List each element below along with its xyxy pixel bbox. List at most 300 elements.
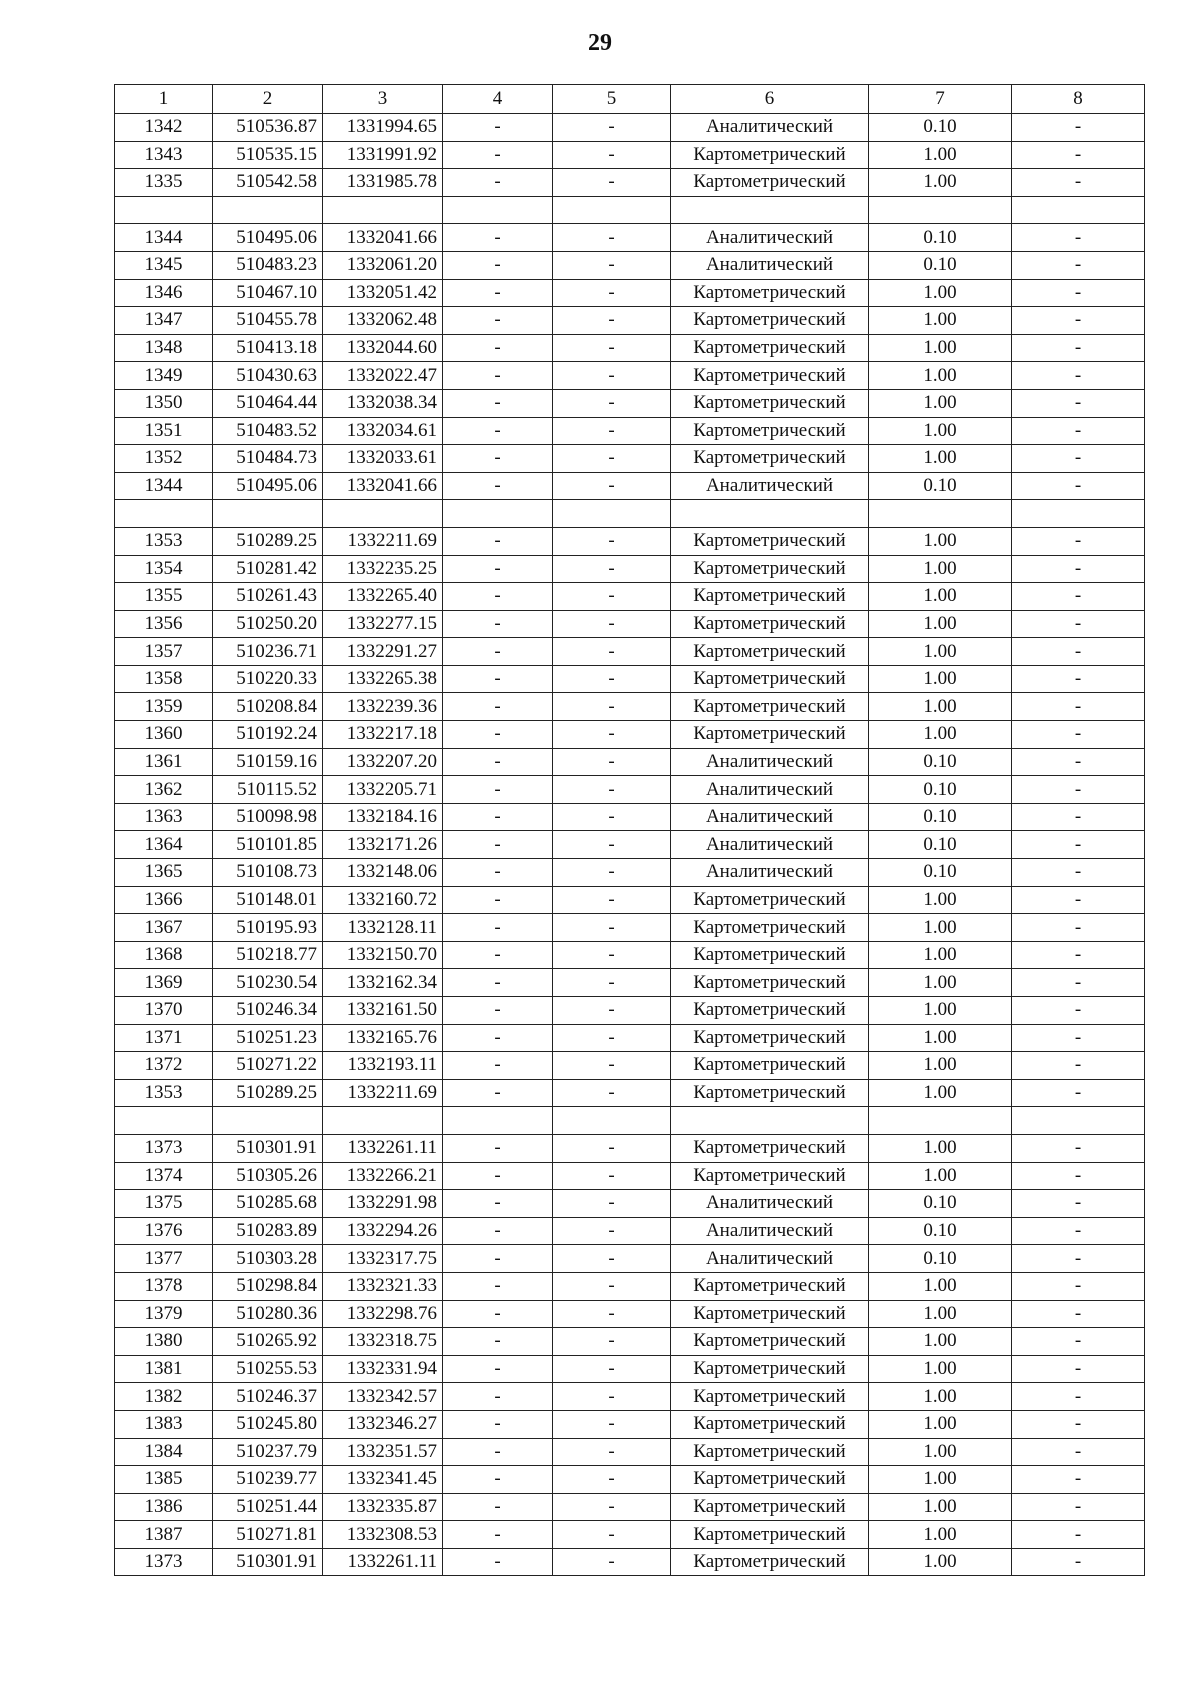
y-coordinate-cell: 1332291.98: [323, 1190, 443, 1218]
column-8-cell: -: [1012, 307, 1145, 335]
accuracy-cell: 1.00: [869, 1548, 1012, 1576]
y-coordinate-cell: 1332335.87: [323, 1493, 443, 1521]
y-coordinate-cell: 1332171.26: [323, 831, 443, 859]
column-8-cell: -: [1012, 1410, 1145, 1438]
x-coordinate-cell: 510455.78: [213, 307, 323, 335]
column-5-cell: [553, 196, 671, 224]
accuracy-cell: 1.00: [869, 1466, 1012, 1494]
x-coordinate-cell: 510101.85: [213, 831, 323, 859]
x-coordinate-cell: 510303.28: [213, 1245, 323, 1273]
accuracy-cell: 1.00: [869, 721, 1012, 749]
accuracy-cell: 1.00: [869, 1052, 1012, 1080]
column-8-cell: -: [1012, 1548, 1145, 1576]
x-coordinate-cell: 510464.44: [213, 389, 323, 417]
table-row: [115, 224, 1145, 252]
y-coordinate-cell: 1332294.26: [323, 1217, 443, 1245]
point-number-cell: 1354: [115, 555, 213, 583]
column-4-cell: -: [443, 638, 553, 666]
accuracy-cell: 1.00: [869, 941, 1012, 969]
column-8-cell: -: [1012, 831, 1145, 859]
method-cell: Картометрический: [671, 445, 869, 473]
column-8-cell: -: [1012, 1300, 1145, 1328]
point-number-cell: 1351: [115, 417, 213, 445]
column-5-cell: -: [553, 1466, 671, 1494]
accuracy-cell: 0.10: [869, 1245, 1012, 1273]
table-row: [115, 1466, 1145, 1494]
method-cell: Картометрический: [671, 1052, 869, 1080]
method-cell: Картометрический: [671, 334, 869, 362]
column-8-cell: -: [1012, 251, 1145, 279]
column-8-cell: -: [1012, 417, 1145, 445]
point-number-cell: 1355: [115, 583, 213, 611]
x-coordinate-cell: 510289.25: [213, 527, 323, 555]
column-5-cell: -: [553, 1217, 671, 1245]
method-cell: Картометрический: [671, 1134, 869, 1162]
accuracy-cell: 1.00: [869, 445, 1012, 473]
y-coordinate-cell: 1332211.69: [323, 1079, 443, 1107]
y-coordinate-cell: 1332148.06: [323, 859, 443, 887]
column-4-cell: -: [443, 555, 553, 583]
accuracy-cell: 1.00: [869, 362, 1012, 390]
column-8-cell: -: [1012, 555, 1145, 583]
y-coordinate-cell: 1332022.47: [323, 362, 443, 390]
method-cell: Картометрический: [671, 583, 869, 611]
method-cell: Аналитический: [671, 1190, 869, 1218]
table-row: [115, 445, 1145, 473]
column-5-cell: -: [553, 638, 671, 666]
table-row: [115, 803, 1145, 831]
column-5-cell: -: [553, 1521, 671, 1549]
table-row: [115, 969, 1145, 997]
accuracy-cell: 1.00: [869, 1493, 1012, 1521]
accuracy-cell: 1.00: [869, 1355, 1012, 1383]
point-number-cell: 1342: [115, 114, 213, 142]
table-row: [115, 776, 1145, 804]
point-number-cell: 1367: [115, 914, 213, 942]
column-4-cell: -: [443, 1521, 553, 1549]
y-coordinate-cell: 1332061.20: [323, 251, 443, 279]
method-cell: Картометрический: [671, 665, 869, 693]
point-number-cell: 1371: [115, 1024, 213, 1052]
column-4-cell: -: [443, 1466, 553, 1494]
point-number-cell: 1343: [115, 141, 213, 169]
column-8-cell: [1012, 196, 1145, 224]
point-number-cell: 1385: [115, 1466, 213, 1494]
y-coordinate-cell: 1332041.66: [323, 224, 443, 252]
method-cell: Картометрический: [671, 1548, 869, 1576]
point-number-cell: 1382: [115, 1383, 213, 1411]
accuracy-cell: 1.00: [869, 1024, 1012, 1052]
column-4-cell: -: [443, 1355, 553, 1383]
table-row: [115, 417, 1145, 445]
column-4-cell: -: [443, 1548, 553, 1576]
x-coordinate-cell: 510483.23: [213, 251, 323, 279]
accuracy-cell: 1.00: [869, 141, 1012, 169]
column-4-cell: -: [443, 1052, 553, 1080]
x-coordinate-cell: 510237.79: [213, 1438, 323, 1466]
method-cell: Картометрический: [671, 555, 869, 583]
table-row: [115, 886, 1145, 914]
point-number-cell: 1362: [115, 776, 213, 804]
table-row: [115, 1190, 1145, 1218]
column-5-cell: -: [553, 527, 671, 555]
x-coordinate-cell: 510261.43: [213, 583, 323, 611]
column-8-cell: -: [1012, 803, 1145, 831]
y-coordinate-cell: [323, 500, 443, 528]
table-row: [115, 500, 1145, 528]
y-coordinate-cell: 1332266.21: [323, 1162, 443, 1190]
coordinates-table: [114, 84, 1145, 1576]
accuracy-cell: 0.10: [869, 472, 1012, 500]
table-row: [115, 1024, 1145, 1052]
x-coordinate-cell: 510430.63: [213, 362, 323, 390]
column-5-cell: -: [553, 307, 671, 335]
column-5-cell: -: [553, 748, 671, 776]
table-row: [115, 555, 1145, 583]
column-4-cell: -: [443, 693, 553, 721]
x-coordinate-cell: 510265.92: [213, 1328, 323, 1356]
method-cell: Картометрический: [671, 914, 869, 942]
table-row: [115, 1548, 1145, 1576]
table-row: [115, 389, 1145, 417]
column-5-cell: -: [553, 1162, 671, 1190]
y-coordinate-cell: 1332291.27: [323, 638, 443, 666]
table-row: [115, 251, 1145, 279]
column-5-cell: -: [553, 803, 671, 831]
method-cell: Картометрический: [671, 169, 869, 197]
column-4-cell: -: [443, 997, 553, 1025]
column-8-cell: -: [1012, 638, 1145, 666]
y-coordinate-cell: 1332038.34: [323, 389, 443, 417]
accuracy-cell: 1.00: [869, 1272, 1012, 1300]
column-5-cell: -: [553, 914, 671, 942]
method-cell: Картометрический: [671, 1300, 869, 1328]
accuracy-cell: 1.00: [869, 1410, 1012, 1438]
method-cell: Картометрический: [671, 307, 869, 335]
column-8-cell: -: [1012, 693, 1145, 721]
accuracy-cell: [869, 1107, 1012, 1135]
table-row: [115, 1245, 1145, 1273]
column-4-cell: -: [443, 914, 553, 942]
column-4-cell: -: [443, 776, 553, 804]
point-number-cell: 1368: [115, 941, 213, 969]
accuracy-cell: 1.00: [869, 169, 1012, 197]
column-5-cell: -: [553, 1410, 671, 1438]
column-5-cell: -: [553, 665, 671, 693]
column-5-cell: -: [553, 941, 671, 969]
x-coordinate-cell: 510255.53: [213, 1355, 323, 1383]
y-coordinate-cell: [323, 1107, 443, 1135]
accuracy-cell: 1.00: [869, 389, 1012, 417]
y-coordinate-cell: 1332041.66: [323, 472, 443, 500]
table-row: [115, 1383, 1145, 1411]
point-number-cell: 1375: [115, 1190, 213, 1218]
x-coordinate-cell: 510495.06: [213, 472, 323, 500]
y-coordinate-cell: 1332308.53: [323, 1521, 443, 1549]
accuracy-cell: 0.10: [869, 1190, 1012, 1218]
x-coordinate-cell: 510301.91: [213, 1548, 323, 1576]
column-8-cell: -: [1012, 1466, 1145, 1494]
accuracy-cell: 0.10: [869, 748, 1012, 776]
accuracy-cell: 1.00: [869, 1134, 1012, 1162]
table-row: [115, 831, 1145, 859]
table-row: [115, 638, 1145, 666]
column-4-cell: -: [443, 141, 553, 169]
point-number-cell: 1372: [115, 1052, 213, 1080]
method-cell: Картометрический: [671, 610, 869, 638]
column-8-cell: -: [1012, 1024, 1145, 1052]
accuracy-cell: 1.00: [869, 583, 1012, 611]
accuracy-cell: 0.10: [869, 224, 1012, 252]
method-cell: Аналитический: [671, 224, 869, 252]
accuracy-cell: 0.10: [869, 803, 1012, 831]
point-number-cell: 1359: [115, 693, 213, 721]
x-coordinate-cell: 510239.77: [213, 1466, 323, 1494]
column-8-cell: -: [1012, 886, 1145, 914]
table-row: [115, 307, 1145, 335]
y-coordinate-cell: 1332161.50: [323, 997, 443, 1025]
column-5-cell: -: [553, 279, 671, 307]
column-8-cell: -: [1012, 389, 1145, 417]
x-coordinate-cell: 510301.91: [213, 1134, 323, 1162]
x-coordinate-cell: [213, 196, 323, 224]
y-coordinate-cell: 1332318.75: [323, 1328, 443, 1356]
column-4-cell: -: [443, 1245, 553, 1273]
column-4-cell: -: [443, 114, 553, 142]
y-coordinate-cell: 1332298.76: [323, 1300, 443, 1328]
x-coordinate-cell: 510305.26: [213, 1162, 323, 1190]
y-coordinate-cell: 1331985.78: [323, 169, 443, 197]
x-coordinate-cell: 510285.68: [213, 1190, 323, 1218]
table-row: [115, 141, 1145, 169]
accuracy-cell: 1.00: [869, 1521, 1012, 1549]
column-4-cell: -: [443, 1410, 553, 1438]
column-4-cell: -: [443, 748, 553, 776]
column-8-cell: [1012, 500, 1145, 528]
x-coordinate-cell: 510484.73: [213, 445, 323, 473]
y-coordinate-cell: 1332033.61: [323, 445, 443, 473]
column-4-cell: -: [443, 886, 553, 914]
method-cell: Картометрический: [671, 417, 869, 445]
x-coordinate-cell: 510115.52: [213, 776, 323, 804]
column-4-cell: [443, 500, 553, 528]
y-coordinate-cell: 1332211.69: [323, 527, 443, 555]
column-header: 6: [671, 85, 869, 114]
column-5-cell: -: [553, 886, 671, 914]
column-8-cell: -: [1012, 610, 1145, 638]
x-coordinate-cell: 510098.98: [213, 803, 323, 831]
column-5-cell: -: [553, 334, 671, 362]
table-row: [115, 1355, 1145, 1383]
table-row: [115, 1410, 1145, 1438]
column-5-cell: [553, 500, 671, 528]
table-row: [115, 334, 1145, 362]
accuracy-cell: 1.00: [869, 969, 1012, 997]
y-coordinate-cell: 1332128.11: [323, 914, 443, 942]
column-5-cell: -: [553, 859, 671, 887]
table-row: [115, 941, 1145, 969]
column-4-cell: -: [443, 1079, 553, 1107]
point-number-cell: 1386: [115, 1493, 213, 1521]
point-number-cell: 1365: [115, 859, 213, 887]
table-row: [115, 721, 1145, 749]
x-coordinate-cell: 510246.37: [213, 1383, 323, 1411]
x-coordinate-cell: 510298.84: [213, 1272, 323, 1300]
y-coordinate-cell: 1332034.61: [323, 417, 443, 445]
column-4-cell: -: [443, 1024, 553, 1052]
accuracy-cell: 1.00: [869, 693, 1012, 721]
column-header: 4: [443, 85, 553, 114]
table-row: [115, 583, 1145, 611]
method-cell: Картометрический: [671, 1328, 869, 1356]
column-8-cell: -: [1012, 1079, 1145, 1107]
column-8-cell: -: [1012, 224, 1145, 252]
table-row: [115, 472, 1145, 500]
point-number-cell: 1363: [115, 803, 213, 831]
x-coordinate-cell: 510245.80: [213, 1410, 323, 1438]
y-coordinate-cell: 1332051.42: [323, 279, 443, 307]
point-number-cell: 1373: [115, 1548, 213, 1576]
column-5-cell: -: [553, 831, 671, 859]
column-8-cell: -: [1012, 665, 1145, 693]
x-coordinate-cell: 510542.58: [213, 169, 323, 197]
y-coordinate-cell: 1332165.76: [323, 1024, 443, 1052]
table-row: [115, 859, 1145, 887]
column-header: 3: [323, 85, 443, 114]
point-number-cell: 1350: [115, 389, 213, 417]
method-cell: Картометрический: [671, 721, 869, 749]
column-5-cell: -: [553, 583, 671, 611]
accuracy-cell: 1.00: [869, 1438, 1012, 1466]
point-number-cell: [115, 196, 213, 224]
accuracy-cell: 1.00: [869, 886, 1012, 914]
table-row: [115, 1521, 1145, 1549]
y-coordinate-cell: 1332235.25: [323, 555, 443, 583]
column-8-cell: -: [1012, 1245, 1145, 1273]
accuracy-cell: 1.00: [869, 914, 1012, 942]
y-coordinate-cell: 1331991.92: [323, 141, 443, 169]
point-number-cell: 1349: [115, 362, 213, 390]
x-coordinate-cell: 510218.77: [213, 941, 323, 969]
x-coordinate-cell: 510251.44: [213, 1493, 323, 1521]
method-cell: Аналитический: [671, 114, 869, 142]
column-4-cell: -: [443, 831, 553, 859]
method-cell: Картометрический: [671, 1162, 869, 1190]
table-row: [115, 748, 1145, 776]
column-4-cell: -: [443, 721, 553, 749]
y-coordinate-cell: [323, 196, 443, 224]
point-number-cell: 1383: [115, 1410, 213, 1438]
table-row: [115, 1493, 1145, 1521]
accuracy-cell: 1.00: [869, 610, 1012, 638]
point-number-cell: 1360: [115, 721, 213, 749]
column-5-cell: -: [553, 1024, 671, 1052]
method-cell: Картометрический: [671, 1438, 869, 1466]
y-coordinate-cell: 1332261.11: [323, 1134, 443, 1162]
table-row: [115, 914, 1145, 942]
method-cell: [671, 500, 869, 528]
column-8-cell: -: [1012, 1493, 1145, 1521]
method-cell: Картометрический: [671, 141, 869, 169]
column-5-cell: -: [553, 251, 671, 279]
y-coordinate-cell: 1332331.94: [323, 1355, 443, 1383]
method-cell: Картометрический: [671, 1493, 869, 1521]
x-coordinate-cell: 510280.36: [213, 1300, 323, 1328]
y-coordinate-cell: 1332265.40: [323, 583, 443, 611]
accuracy-cell: 1.00: [869, 638, 1012, 666]
accuracy-cell: 1.00: [869, 1328, 1012, 1356]
accuracy-cell: 1.00: [869, 307, 1012, 335]
point-number-cell: 1353: [115, 1079, 213, 1107]
column-5-cell: -: [553, 1134, 671, 1162]
method-cell: Аналитический: [671, 1217, 869, 1245]
column-4-cell: -: [443, 1217, 553, 1245]
column-8-cell: -: [1012, 859, 1145, 887]
accuracy-cell: 1.00: [869, 555, 1012, 583]
x-coordinate-cell: 510251.23: [213, 1024, 323, 1052]
accuracy-cell: 1.00: [869, 665, 1012, 693]
x-coordinate-cell: 510283.89: [213, 1217, 323, 1245]
x-coordinate-cell: 510220.33: [213, 665, 323, 693]
point-number-cell: 1373: [115, 1134, 213, 1162]
column-4-cell: -: [443, 1438, 553, 1466]
x-coordinate-cell: [213, 1107, 323, 1135]
column-8-cell: -: [1012, 334, 1145, 362]
y-coordinate-cell: 1332162.34: [323, 969, 443, 997]
column-4-cell: -: [443, 941, 553, 969]
y-coordinate-cell: 1332044.60: [323, 334, 443, 362]
column-5-cell: -: [553, 114, 671, 142]
method-cell: Картометрический: [671, 1383, 869, 1411]
x-coordinate-cell: 510535.15: [213, 141, 323, 169]
y-coordinate-cell: 1332342.57: [323, 1383, 443, 1411]
column-4-cell: -: [443, 251, 553, 279]
y-coordinate-cell: 1332261.11: [323, 1548, 443, 1576]
column-4-cell: -: [443, 307, 553, 335]
point-number-cell: 1376: [115, 1217, 213, 1245]
column-8-cell: -: [1012, 1052, 1145, 1080]
column-5-cell: -: [553, 1190, 671, 1218]
y-coordinate-cell: 1332217.18: [323, 721, 443, 749]
column-4-cell: -: [443, 1300, 553, 1328]
column-5-cell: -: [553, 1245, 671, 1273]
method-cell: Картометрический: [671, 389, 869, 417]
x-coordinate-cell: 510536.87: [213, 114, 323, 142]
column-5-cell: -: [553, 224, 671, 252]
column-header: 8: [1012, 85, 1145, 114]
accuracy-cell: 1.00: [869, 279, 1012, 307]
method-cell: [671, 1107, 869, 1135]
column-5-cell: -: [553, 472, 671, 500]
point-number-cell: 1344: [115, 472, 213, 500]
accuracy-cell: 1.00: [869, 1383, 1012, 1411]
table-row: [115, 1107, 1145, 1135]
accuracy-cell: 1.00: [869, 997, 1012, 1025]
method-cell: Аналитический: [671, 859, 869, 887]
y-coordinate-cell: 1332184.16: [323, 803, 443, 831]
x-coordinate-cell: 510208.84: [213, 693, 323, 721]
column-5-cell: -: [553, 610, 671, 638]
method-cell: Картометрический: [671, 638, 869, 666]
column-8-cell: -: [1012, 1272, 1145, 1300]
point-number-cell: 1357: [115, 638, 213, 666]
point-number-cell: 1356: [115, 610, 213, 638]
column-header: 7: [869, 85, 1012, 114]
y-coordinate-cell: 1332317.75: [323, 1245, 443, 1273]
method-cell: Картометрический: [671, 969, 869, 997]
column-4-cell: [443, 1107, 553, 1135]
accuracy-cell: 0.10: [869, 251, 1012, 279]
